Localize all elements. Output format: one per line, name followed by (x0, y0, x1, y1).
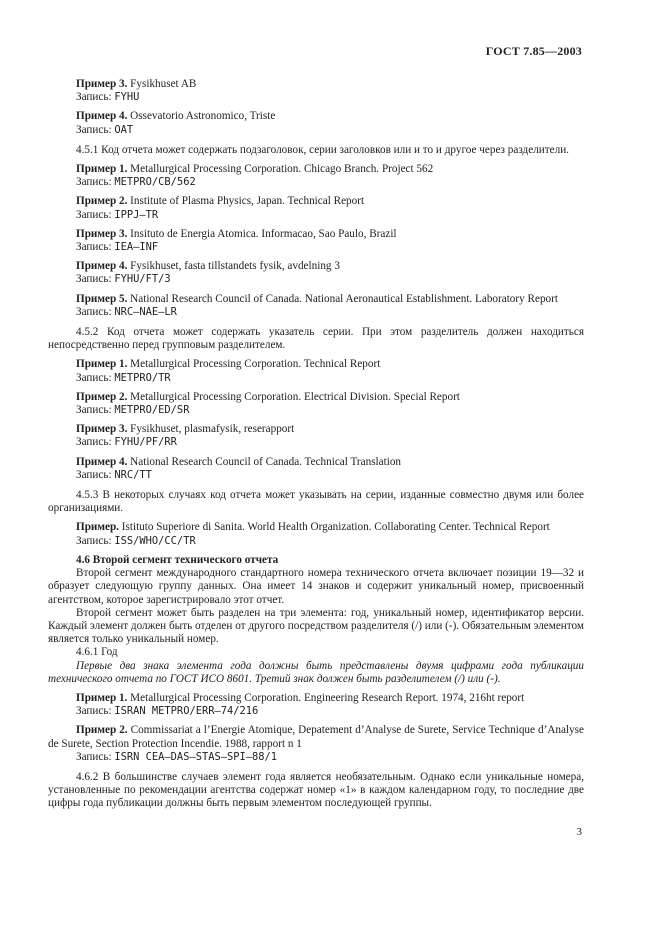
section-title-4-6: 4.6 Второй сегмент технического отчета (76, 553, 279, 566)
document-body (48, 78, 584, 811)
example-block (76, 260, 584, 286)
examples-4-5-2 (76, 358, 584, 482)
example-block (76, 195, 584, 221)
record-value: METPRO/TR (114, 371, 171, 384)
record-value: FYHU/PF/RR (114, 436, 177, 449)
record-label: Запись: (76, 241, 112, 254)
example-label: Пример 1. (76, 691, 128, 704)
paragraph-4-6-2: 4.6.2 В большинстве случаев элемент года является необязательным. Однако если уникальные номера, установленные по рекомендации агентства содержат номер «1» в каждом календарном году, то последние две цифры года публикации должны быть первым элементом последующей группы. (48, 770, 584, 810)
example-label: Пример 3. (76, 78, 128, 90)
example-block (76, 692, 584, 718)
example-name: National Research Council of Canada. National Aeronautical Establishment. Laboratory Report (130, 292, 558, 305)
paragraph-4-5-1: 4.5.1 Код отчета может содержать подзаголовок, серии заголовков или и то и другое через разделители. (76, 143, 569, 156)
record-label: Запись: (76, 305, 112, 318)
record-value: ISS/WHO/CC/TR (114, 534, 196, 547)
record-value: NRC—NAE—LR (114, 305, 177, 318)
example-name: Institute of Plasma Physics, Japan. Technical Report (130, 195, 365, 208)
paragraph-4-5-2: 4.5.2 Код отчета может содержать указатель серии. При этом разделитель должен находиться непосредственно перед групповым разделителем. (48, 326, 584, 352)
record-label: Запись: (76, 534, 112, 547)
example-name: Metallurgical Processing Corporation. Electrical Division. Special Report (130, 390, 460, 403)
record-value: OAT (114, 123, 134, 136)
record-label: Запись: (76, 91, 112, 104)
example-name: Metallurgical Processing Corporation. Technical Report (130, 358, 381, 371)
example-label: Пример 2. (76, 724, 128, 737)
example-label: Пример. (76, 521, 119, 534)
example-block (76, 228, 584, 254)
record-value: METPRO/ED/SR (114, 404, 190, 417)
page-number: 3 (576, 826, 582, 838)
example-label: Пример 1. (76, 358, 128, 371)
example-label: Пример 1. (76, 163, 128, 176)
example-label: Пример 4. (76, 260, 128, 273)
example-label: Пример 2. (76, 195, 128, 208)
intro-examples (76, 78, 584, 137)
example-name: Fysikhuset, fasta tillstandets fysik, avdelning 3 (130, 260, 340, 273)
record-value: IEA—INF (114, 241, 159, 254)
example-label: Пример 3. (76, 423, 128, 436)
example-block (76, 78, 584, 104)
example-name: Fysikhuset AB (130, 78, 197, 90)
record-label: Запись: (76, 123, 112, 136)
example-block (76, 358, 584, 384)
example-name: Ossevatorio Astronomico, Triste (130, 110, 276, 123)
subsection-title-4-6-1: 4.6.1 Год (76, 646, 118, 659)
example-block (48, 724, 584, 764)
examples-4-6-1 (48, 691, 584, 764)
paragraph-4-5-3: 4.5.3 В некоторых случаях код отчета может указывать на серии, изданные совместно двумя или более организациями. (48, 489, 584, 515)
example-block (76, 391, 584, 417)
example-label: Пример 4. (76, 110, 128, 123)
example-name: Fysikhuset, plasmafysik, reserapport (130, 423, 295, 436)
example-name: Commissariat a l’Energie Atomique, Depatement d’Analyse de Surete, Service Technique d’Analyse de Surete, Section Protection Incendie. 1988, rapport n 1 (48, 724, 584, 750)
record-value: FYHU/FT/3 (114, 273, 171, 286)
record-value: FYHU (114, 91, 140, 104)
example-label: Пример 2. (76, 390, 128, 403)
record-label: Запись: (76, 208, 112, 221)
example-name: Insituto de Energia Atomica. Informacao, Sao Paulo, Brazil (130, 227, 397, 240)
example-name: Istituto Superiore di Sanita. World Health Organization. Collaborating Center. Technical Report (121, 521, 550, 534)
record-label: Запись: (76, 371, 112, 384)
record-label: Запись: (76, 468, 112, 481)
example-block (76, 456, 584, 482)
paragraph-4-6-1: Второй сегмент международного стандартного номера технического отчета включает позиции 19—32 и образует следующую группу данных. Она имеет 14 знаков и содержит уникальный номер, присвоенный агентством, которое зарегистрировало этот отчет. (48, 567, 584, 606)
page-header: ГОСТ 7.85—2003 (485, 44, 582, 58)
example-block (76, 423, 584, 449)
record-label: Запись: (76, 176, 112, 189)
example-label: Пример 3. (76, 227, 128, 240)
example-label: Пример 4. (76, 455, 128, 468)
record-value: METPRO/CB/562 (114, 176, 196, 189)
example-block (76, 521, 584, 547)
example-name: Metallurgical Processing Corporation. Engineering Research Report. 1974, 216ht report (130, 691, 525, 704)
record-value: ISRN CEA—DAS—STAS—SPI—88/1 (114, 750, 278, 763)
paragraph-4-6-1-italic: Первые два знака элемента года должны быть представлены двумя цифрами года публикации технического отчета по ГОСТ ИСО 8601. Третий знак должен быть разделителем (/) или (-). (48, 659, 584, 685)
record-value: IPPJ—TR (114, 208, 159, 221)
paragraph-4-6-2: Второй сегмент может быть разделен на три элемента: год, уникальный номер, идентификатор версии. Каждый элемент должен быть отделен от другого посредством разделителя (/) или (-). Обязательным элементом является только уникальный номер. (48, 606, 584, 646)
example-block (76, 110, 584, 136)
record-value: NRC/TT (114, 468, 152, 481)
record-label: Запись: (76, 404, 112, 417)
record-value: ISRAN METPRO/ERR—74/216 (114, 705, 259, 718)
example-name: National Research Council of Canada. Technical Translation (130, 455, 402, 468)
record-label: Запись: (76, 273, 112, 286)
record-label: Запись: (76, 705, 112, 718)
examples-4-5-1 (76, 163, 584, 319)
example-block (76, 163, 584, 189)
example-block (76, 293, 584, 319)
example-name: Metallurgical Processing Corporation. Chicago Branch. Project 562 (130, 163, 434, 176)
example-label: Пример 5. (76, 292, 128, 305)
record-label: Запись: (76, 750, 112, 763)
record-label: Запись: (76, 436, 112, 449)
